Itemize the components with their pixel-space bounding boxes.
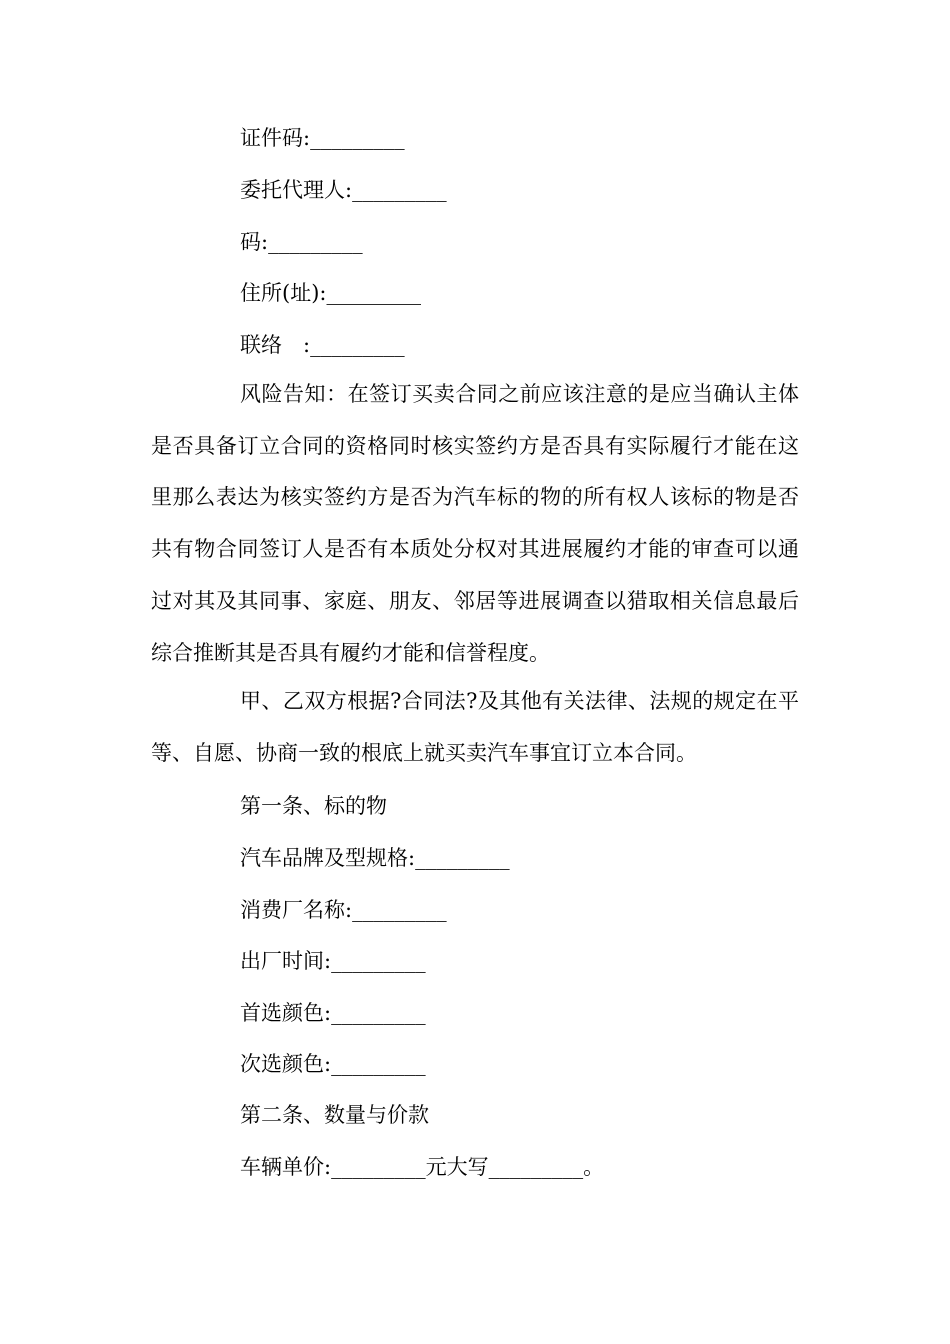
risk-notice-paragraph: 风险告知：在签订买卖合同之前应该注意的是应当确认主体是否具备订立合同的资格同时核实签约方是否具有实际履行才能在这里那么表达为核实签约方是否为汽车标的物的所有权人该标的物是否共有物合同签订人是否有本质处分权对其进展履约才能的审查可以通过对其及其同事、家庭、朋友、邻居等进展调查以猎取相关信息最后综合推断其是否具有履约才能和信誉程度。 [151,382,799,665]
unit-price-field: 车辆单价:_________元大写_________。 [240,1155,605,1179]
production-date-field: 出厂时间:_________ [240,949,426,973]
preamble-paragraph: 甲、乙双方根据?合同法?及其他有关法律、法规的规定在平等、自愿、协商一致的根底上就买卖汽车事宜订立本合同。 [151,689,799,765]
address-field: 住所(址):_________ [240,281,421,305]
id-code-field: 证件码:_________ [240,126,405,150]
agent-field: 委托代理人:_________ [240,178,447,202]
article-2-title: 第二条、数量与价款 [240,1103,429,1127]
alternate-color-field: 次选颜色:_________ [240,1052,426,1076]
brand-model-field: 汽车品牌及型规格:_________ [240,846,510,870]
preferred-color-field: 首选颜色:_________ [240,1001,426,1025]
contact-field: 联络 :_________ [240,333,405,357]
article-1-title: 第一条、标的物 [240,794,387,818]
code-field: 码:_________ [240,230,363,254]
manufacturer-field: 消费厂名称:_________ [240,898,447,922]
